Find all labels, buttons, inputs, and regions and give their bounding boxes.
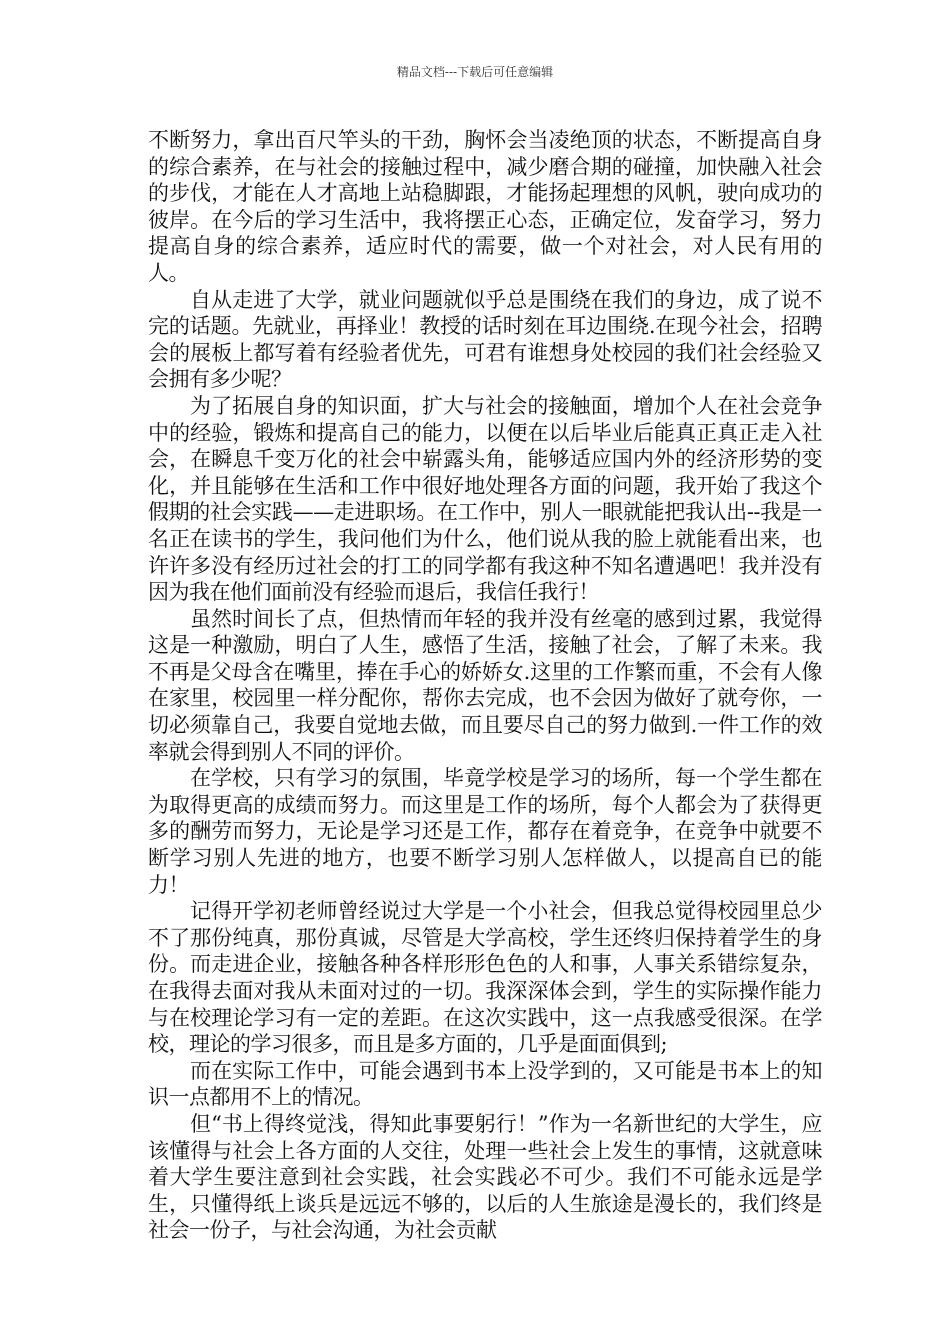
paragraph-6: 记得开学初老师曾经说过大学是一个小社会，但我总觉得校园里总少不了那份纯真，那份真诚，尽管是大学高校，学生还终归保持着学生的身份。而走进企业，接触各种各样形形色色的人和事，人事关系错综复杂，在我得去面对我从未面对过的一切。我深深体会到，学生的实际操作能力与在校理论学习有一定的差距。在这次实践中，这一点我感受很深。在学校，理论的学习很多，而且是多方面的，几乎是面面俱到; xyxy=(148,899,822,1057)
document-body xyxy=(148,127,822,1244)
paragraph-3: 为了拓展自身的知识面，扩大与社会的接触面，增加个人在社会竞争中的经验，锻炼和提高自己的能力，以便在以后毕业后能真正真正走入社会，在瞬息千变万化的社会中崭露头角，能够适应国内外的经济形势的变化，并且能够在生活和工作中很好地处理各方面的问题，我开始了我这个假期的社会实践——走进职场。在工作中，别人一眼就能把我认出--我是一名正在读书的学生，我问他们为什么，他们说从我的脸上就能看出来，也许许多没有经历过社会的打工的同学都有我这种不知名遭遇吧！我并没有因为我在他们面前没有经验而退后，我信任我行！ xyxy=(148,393,822,605)
paragraph-7: 而在实际工作中，可能会遇到书本上没学到的，又可能是书本上的知识一点都用不上的情况。 xyxy=(148,1058,822,1110)
paragraph-8: 但“书上得终觉浅，得知此事要躬行！”作为一名新世纪的大学生，应该懂得与社会上各方面的人交往，处理一些社会上发生的事情，这就意味着大学生要注意到社会实践，社会实践必不可少。我们不可能永远是学生，只懂得纸上谈兵是远远不够的，以后的人生旅途是漫长的，我们终是社会一份子，与社会沟通，为社会贡献 xyxy=(148,1111,822,1243)
page-header: 精品文档---下载后可任意编辑 xyxy=(396,65,554,79)
paragraph-2: 自从走进了大学，就业问题就似乎总是围绕在我们的身边，成了说不完的话题。先就业，再择业！教授的话时刻在耳边围绕.在现今社会，招聘会的展板上都写着有经验者优先，可君有谁想身处校园的我们社会经验又会拥有多少呢？ xyxy=(148,287,822,392)
paragraph-1: 不断努力，拿出百尺竿头的干劲，胸怀会当凌绝顶的状态，不断提高自身的综合素养，在与社会的接触过程中，减少磨合期的碰撞，加快融入社会的步伐，才能在人才高地上站稳脚跟，才能扬起理想的风帆，驶向成功的彼岸。在今后的学习生活中，我将摆正心态，正确定位，发奋学习，努力提高自身的综合素养，适应时代的需要，做一个对社会，对人民有用的人。 xyxy=(148,128,822,285)
paragraph-5: 在学校，只有学习的氛围，毕竟学校是学习的场所，每一个学生都在为取得更高的成绩而努力。而这里是工作的场所，每个人都会为了获得更多的酬劳而努力，无论是学习还是工作，都存在着竞争，在竞争中就要不断学习别人先进的地方，也要不断学习别人怎样做人，以提高自已的能力！ xyxy=(148,766,822,897)
paragraph-4: 虽然时间长了点，但热情而年轻的我并没有丝毫的感到过累，我觉得这是一种激励，明白了人生，感悟了生活，接触了社会，了解了未来。我不再是父母含在嘴里，捧在手心的娇娇女.这里的工作繁而重，不会有人像在家里，校园里一样分配你，帮你去完成，也不会因为做好了就夸你，一切必须靠自己，我要自觉地去做，而且要尽自己的努力做到.一件工作的效率就会得到别人不同的评价。 xyxy=(148,606,822,764)
